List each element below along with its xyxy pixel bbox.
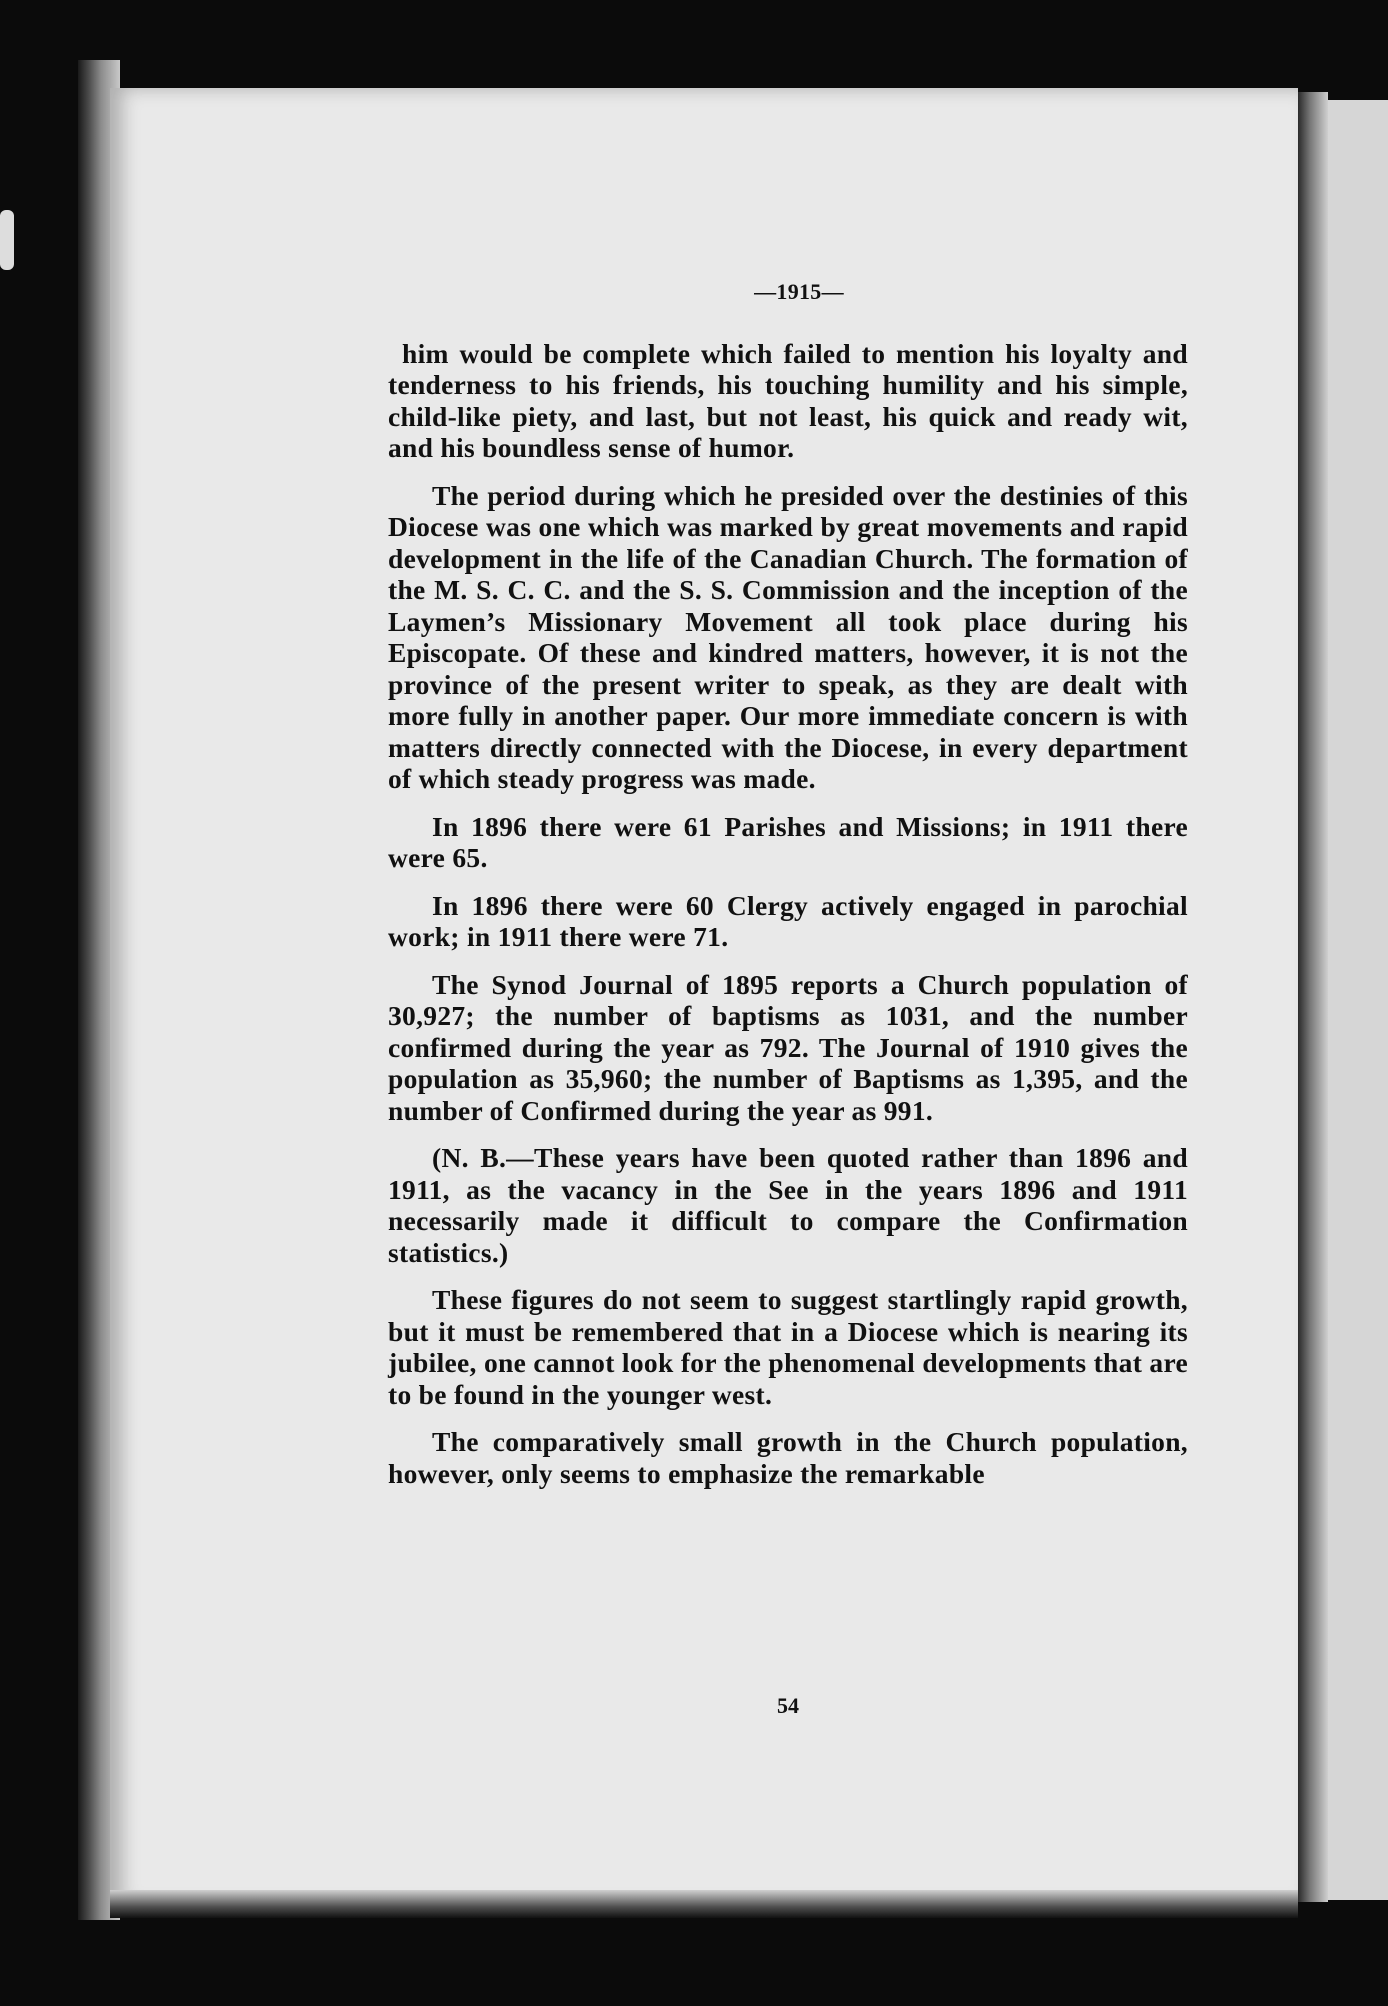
scan-artifact	[0, 210, 14, 270]
page-bottom-edge	[110, 1890, 1298, 1918]
paragraph: The period during which he presided over the destinies of this Diocese was one which was marked by great movements and rapid development in the life of the Canadian Church. The formation of the M. S. C. C. and the S. S. Commission and the inception of the Laymen’s Missionary Movement all took place during his Episcopate. Of these and kindred matters, however, it is not the province of the present writer to speak, as they are dealt with more fully in another paper. Our more immediate concern is with matters directly connected with the Diocese, in every department of which steady progress was made.	[388, 479, 1188, 794]
right-page-gutter	[1298, 92, 1328, 1902]
paragraph: The Synod Journal of 1895 reports a Church population of 30,927; the number of baptisms as 1031, and the number confirmed during the year as 792. The Journal of 1910 gives the population as 35,960; the number of Baptisms as 1,395, and the number of Confirmed during the year as 991.	[388, 968, 1188, 1126]
paragraph: In 1896 there were 61 Parishes and Missions; in 1911 there were 65.	[388, 810, 1188, 873]
paragraph: In 1896 there were 60 Clergy actively engaged in parochial work; in 1911 there were 71.	[388, 889, 1188, 952]
paragraph: (N. B.—These years have been quoted rather than 1896 and 1911, as the vacancy in the See in the years 1896 and 1911 necessarily made it difficult to compare the Confirmation statistics.)	[388, 1142, 1188, 1268]
page-text-block	[388, 276, 1188, 1505]
paragraph: him would be complete which failed to mention his loyalty and tenderness to his friends, his touching humility and his simple, child-like piety, and last, but not least, his quick and ready wit, and his boundless sense of humor.	[388, 337, 1188, 463]
facing-page-sliver	[1328, 100, 1388, 1900]
page-number: 54	[777, 1693, 799, 1718]
paragraph: The comparatively small growth in the Church population, however, only seems to emphasize the remarkable	[388, 1426, 1188, 1489]
paragraph: These figures do not seem to suggest startlingly rapid growth, but it must be remembered that in a Diocese which is nearing its jubilee, one cannot look for the phenomenal developments that are to be found in the younger west.	[388, 1284, 1188, 1410]
running-head: —1915—	[754, 279, 844, 304]
